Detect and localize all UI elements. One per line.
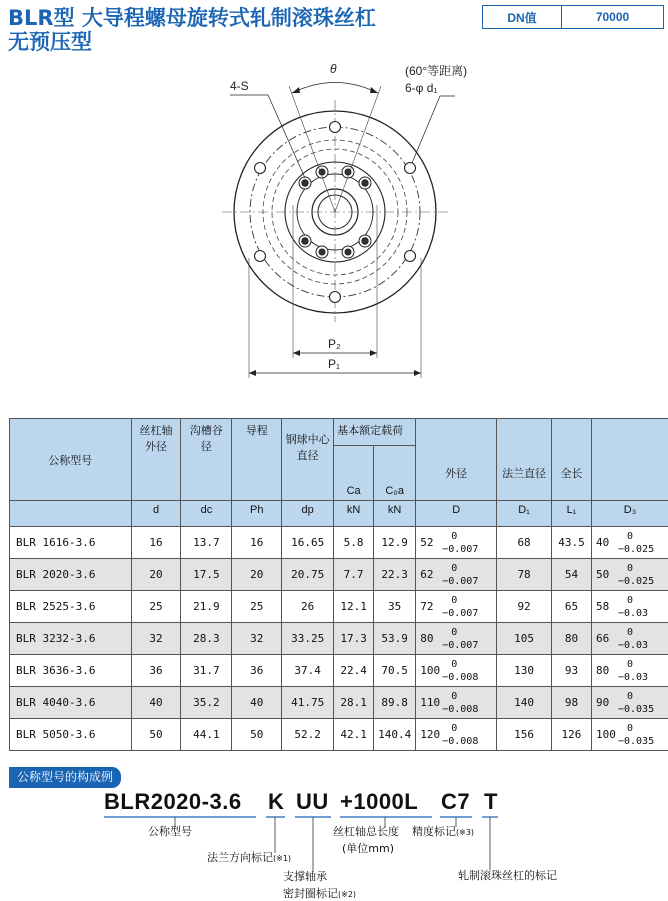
flange-hole bbox=[255, 251, 266, 262]
D-value: 62 bbox=[420, 568, 442, 581]
cell-c0a: 35 bbox=[374, 591, 416, 623]
D-value: 120 bbox=[420, 728, 442, 741]
code-len: +1000L bbox=[340, 789, 418, 815]
bolt-core bbox=[345, 249, 351, 255]
code-model: BLR2020-3.6 bbox=[104, 789, 242, 815]
D-tol-up: 0 bbox=[442, 626, 478, 639]
D3-value: 58 bbox=[596, 600, 618, 613]
cell-dp: 33.25 bbox=[282, 623, 334, 655]
flange-hole bbox=[330, 292, 341, 303]
title-line-2: 无预压型 bbox=[8, 30, 376, 54]
D3-value: 90 bbox=[596, 696, 618, 709]
cell-c0a: 22.3 bbox=[374, 559, 416, 591]
cell-D3 bbox=[591, 719, 668, 751]
p2-arrow-right bbox=[370, 350, 377, 356]
cell-D3 bbox=[591, 591, 668, 623]
cell-name: BLR 5050-3.6 bbox=[10, 719, 132, 751]
flange-hole bbox=[405, 163, 416, 174]
cell-c0a: 140.4 bbox=[374, 719, 416, 751]
D3-tol-up: 0 bbox=[618, 530, 654, 543]
caption-rolled: 轧制滚珠丝杠的标记 bbox=[458, 867, 557, 883]
cell-D bbox=[416, 591, 497, 623]
header-length: 全长 bbox=[552, 419, 592, 501]
D3-tol-up: 0 bbox=[618, 690, 654, 703]
cell-dc: 35.2 bbox=[181, 687, 232, 719]
dn-value: 70000 bbox=[562, 6, 663, 28]
p2-label: P₂ bbox=[328, 337, 341, 351]
cell-d: 20 bbox=[131, 559, 181, 591]
D-tol-up: 0 bbox=[442, 562, 478, 575]
pitch-note-label: (60°等距离) bbox=[405, 64, 467, 78]
cell-ca: 22.4 bbox=[334, 655, 374, 687]
cell-L1: 54 bbox=[552, 559, 592, 591]
header-d3-blank bbox=[591, 419, 668, 501]
sym-D3: D₃ bbox=[591, 501, 668, 527]
D-tol-up: 0 bbox=[442, 530, 478, 543]
table-row bbox=[10, 559, 668, 591]
holes-d-leader bbox=[412, 96, 455, 163]
header-ball-center: 钢球中心直径 bbox=[282, 419, 334, 501]
D3-tol-low: −0.035 bbox=[618, 735, 654, 748]
cell-dc: 44.1 bbox=[181, 719, 232, 751]
theta-arc bbox=[292, 83, 378, 94]
cell-dp: 37.4 bbox=[282, 655, 334, 687]
cell-d: 25 bbox=[131, 591, 181, 623]
cell-name: BLR 1616-3.6 bbox=[10, 527, 132, 559]
sym-D1: D₁ bbox=[497, 501, 552, 527]
cell-dc: 31.7 bbox=[181, 655, 232, 687]
tapped-hole-core bbox=[362, 238, 368, 244]
D-tol-low: −0.008 bbox=[442, 671, 478, 684]
D-tol-low: −0.007 bbox=[442, 543, 478, 556]
cell-c0a: 89.8 bbox=[374, 687, 416, 719]
D-tol-up: 0 bbox=[442, 594, 478, 607]
header-c0a: C₀a bbox=[374, 446, 416, 501]
cell-D1: 92 bbox=[497, 591, 552, 623]
code-uu: UU bbox=[296, 789, 329, 815]
cell-D3 bbox=[591, 655, 668, 687]
D-value: 80 bbox=[420, 632, 442, 645]
caption-flange-text: 法兰方向标记 bbox=[207, 851, 273, 864]
D3-tol-up: 0 bbox=[618, 626, 648, 639]
cell-name: BLR 2525-3.6 bbox=[10, 591, 132, 623]
D3-tol-up: 0 bbox=[618, 722, 654, 735]
cell-dp: 41.75 bbox=[282, 687, 334, 719]
D-tol-low: −0.007 bbox=[442, 575, 478, 588]
cell-D3 bbox=[591, 527, 668, 559]
cell-ph: 16 bbox=[232, 527, 282, 559]
cell-dc: 21.9 bbox=[181, 591, 232, 623]
D3-tol-up: 0 bbox=[618, 658, 648, 671]
table-row bbox=[10, 655, 668, 687]
theta-arrow-left bbox=[292, 87, 300, 93]
cell-ca: 42.1 bbox=[334, 719, 374, 751]
caption-seal-1: 支撑轴承 bbox=[283, 868, 327, 884]
caption-accuracy-text: 精度标记 bbox=[412, 825, 456, 838]
caption-seal-2-text: 密封圈标记 bbox=[283, 887, 338, 900]
sym-d: d bbox=[131, 501, 181, 527]
cell-D bbox=[416, 623, 497, 655]
cell-D1: 130 bbox=[497, 655, 552, 687]
cell-D3 bbox=[591, 623, 668, 655]
tapped-hole-core bbox=[302, 238, 308, 244]
bolt-core bbox=[319, 249, 325, 255]
example-section-label: 公称型号的构成例 bbox=[9, 767, 121, 788]
unit-kn-ca: kN bbox=[334, 501, 374, 527]
cell-L1: 126 bbox=[552, 719, 592, 751]
p1-arrow-left bbox=[249, 370, 256, 376]
cell-c0a: 53.9 bbox=[374, 623, 416, 655]
cell-ca: 7.7 bbox=[334, 559, 374, 591]
sym-ph: Ph bbox=[232, 501, 282, 527]
code-t: T bbox=[484, 789, 498, 815]
cell-ph: 32 bbox=[232, 623, 282, 655]
cell-D3 bbox=[591, 559, 668, 591]
tapped-hole-core bbox=[362, 180, 368, 186]
cell-L1: 65 bbox=[552, 591, 592, 623]
cell-name: BLR 2020-3.6 bbox=[10, 559, 132, 591]
cell-D1: 68 bbox=[497, 527, 552, 559]
cell-name: BLR 3232-3.6 bbox=[10, 623, 132, 655]
D3-value: 66 bbox=[596, 632, 618, 645]
D-value: 72 bbox=[420, 600, 442, 613]
table-row bbox=[10, 527, 668, 559]
note-3: (※3) bbox=[456, 828, 474, 837]
cell-c0a: 70.5 bbox=[374, 655, 416, 687]
unit-kn-c0a: kN bbox=[374, 501, 416, 527]
cell-D1: 140 bbox=[497, 687, 552, 719]
D-tol-low: −0.008 bbox=[442, 703, 478, 716]
cell-dc: 28.3 bbox=[181, 623, 232, 655]
flange-hole bbox=[330, 122, 341, 133]
cell-ph: 40 bbox=[232, 687, 282, 719]
cell-L1: 98 bbox=[552, 687, 592, 719]
D-tol-up: 0 bbox=[442, 658, 478, 671]
cell-ca: 17.3 bbox=[334, 623, 374, 655]
cell-ca: 12.1 bbox=[334, 591, 374, 623]
table-row bbox=[10, 687, 668, 719]
cell-D bbox=[416, 719, 497, 751]
cell-dp: 52.2 bbox=[282, 719, 334, 751]
D3-value: 100 bbox=[596, 728, 618, 741]
cell-D1: 156 bbox=[497, 719, 552, 751]
cell-d: 32 bbox=[131, 623, 181, 655]
cell-D bbox=[416, 687, 497, 719]
flange-hole bbox=[405, 251, 416, 262]
cell-dc: 13.7 bbox=[181, 527, 232, 559]
cell-ph: 20 bbox=[232, 559, 282, 591]
cell-dc: 17.5 bbox=[181, 559, 232, 591]
flange-hole bbox=[255, 163, 266, 174]
note-1: (※1) bbox=[273, 854, 291, 863]
D-tol-low: −0.008 bbox=[442, 735, 478, 748]
caption-len-2: (单位mm) bbox=[342, 840, 394, 856]
cell-d: 40 bbox=[131, 687, 181, 719]
cell-d: 36 bbox=[131, 655, 181, 687]
header-groove-root: 沟槽谷径 bbox=[181, 419, 232, 501]
table-row bbox=[10, 623, 668, 655]
D-value: 52 bbox=[420, 536, 442, 549]
D3-tol-low: −0.03 bbox=[618, 607, 648, 620]
p1-arrow-right bbox=[414, 370, 421, 376]
D3-value: 40 bbox=[596, 536, 618, 549]
holes-s-label: 4-S bbox=[230, 79, 249, 93]
D-tol-up: 0 bbox=[442, 722, 478, 735]
cell-ph: 36 bbox=[232, 655, 282, 687]
p2-arrow-left bbox=[293, 350, 300, 356]
header-load-group: 基本额定载荷 bbox=[334, 419, 416, 446]
caption-len-1: 丝杠轴总长度 bbox=[333, 823, 399, 839]
table-row bbox=[10, 591, 668, 623]
title-line-1: BLR型 大导程螺母旋转式轧制滚珠丝杠 bbox=[8, 6, 376, 30]
holes-d-label: 6-φ d₁ bbox=[405, 81, 438, 95]
cell-L1: 93 bbox=[552, 655, 592, 687]
cell-name: BLR 4040-3.6 bbox=[10, 687, 132, 719]
cell-D bbox=[416, 655, 497, 687]
cell-D bbox=[416, 559, 497, 591]
D-value: 110 bbox=[420, 696, 442, 709]
code-k: K bbox=[268, 789, 284, 815]
note-2: (※2) bbox=[338, 890, 356, 899]
sym-dp: dp bbox=[282, 501, 334, 527]
cell-D1: 78 bbox=[497, 559, 552, 591]
header-shaft-od: 丝杠轴外径 bbox=[131, 419, 181, 501]
theta-arrow-right bbox=[370, 87, 378, 93]
D-tol-low: −0.007 bbox=[442, 607, 478, 620]
header-ca: Ca bbox=[334, 446, 374, 501]
cell-name: BLR 3636-3.6 bbox=[10, 655, 132, 687]
D-value: 100 bbox=[420, 664, 442, 677]
theta-label: θ bbox=[330, 62, 337, 76]
cell-D3 bbox=[591, 687, 668, 719]
code-c7: C7 bbox=[441, 789, 470, 815]
caption-accuracy bbox=[412, 823, 474, 839]
D3-tol-low: −0.025 bbox=[618, 543, 654, 556]
cell-d: 16 bbox=[131, 527, 181, 559]
cell-dp: 20.75 bbox=[282, 559, 334, 591]
D-tol-up: 0 bbox=[442, 690, 478, 703]
cell-d: 50 bbox=[131, 719, 181, 751]
header-outer: 外径 bbox=[416, 419, 497, 501]
nut-drawing bbox=[0, 0, 668, 415]
D3-tol-low: −0.03 bbox=[618, 671, 648, 684]
tapped-hole-core bbox=[302, 180, 308, 186]
D3-value: 50 bbox=[596, 568, 618, 581]
cell-D bbox=[416, 527, 497, 559]
theta-line-right bbox=[335, 86, 381, 212]
header-flange: 法兰直径 bbox=[497, 419, 552, 501]
header-lead: 导程 bbox=[232, 419, 282, 501]
cell-L1: 80 bbox=[552, 623, 592, 655]
cell-D1: 105 bbox=[497, 623, 552, 655]
caption-flange bbox=[207, 849, 291, 865]
header-name-sym bbox=[10, 501, 132, 527]
D3-tol-up: 0 bbox=[618, 594, 648, 607]
cell-c0a: 12.9 bbox=[374, 527, 416, 559]
header-name: 公称型号 bbox=[10, 419, 132, 501]
cell-ca: 5.8 bbox=[334, 527, 374, 559]
sym-dc: dc bbox=[181, 501, 232, 527]
table-row bbox=[10, 719, 668, 751]
D3-value: 80 bbox=[596, 664, 618, 677]
p1-label: P₁ bbox=[328, 357, 340, 371]
cell-L1: 43.5 bbox=[552, 527, 592, 559]
cell-dp: 26 bbox=[282, 591, 334, 623]
D-tol-low: −0.007 bbox=[442, 639, 478, 652]
caption-model: 公称型号 bbox=[148, 823, 192, 839]
cell-ph: 25 bbox=[232, 591, 282, 623]
sym-D: D bbox=[416, 501, 497, 527]
spec-table bbox=[9, 418, 668, 751]
cell-ca: 28.1 bbox=[334, 687, 374, 719]
D3-tol-low: −0.035 bbox=[618, 703, 654, 716]
cell-dp: 16.65 bbox=[282, 527, 334, 559]
D3-tol-low: −0.03 bbox=[618, 639, 648, 652]
sym-L1: L₁ bbox=[552, 501, 592, 527]
D3-tol-low: −0.025 bbox=[618, 575, 654, 588]
cell-ph: 50 bbox=[232, 719, 282, 751]
dn-label: DN值 bbox=[483, 6, 562, 28]
D3-tol-up: 0 bbox=[618, 562, 654, 575]
